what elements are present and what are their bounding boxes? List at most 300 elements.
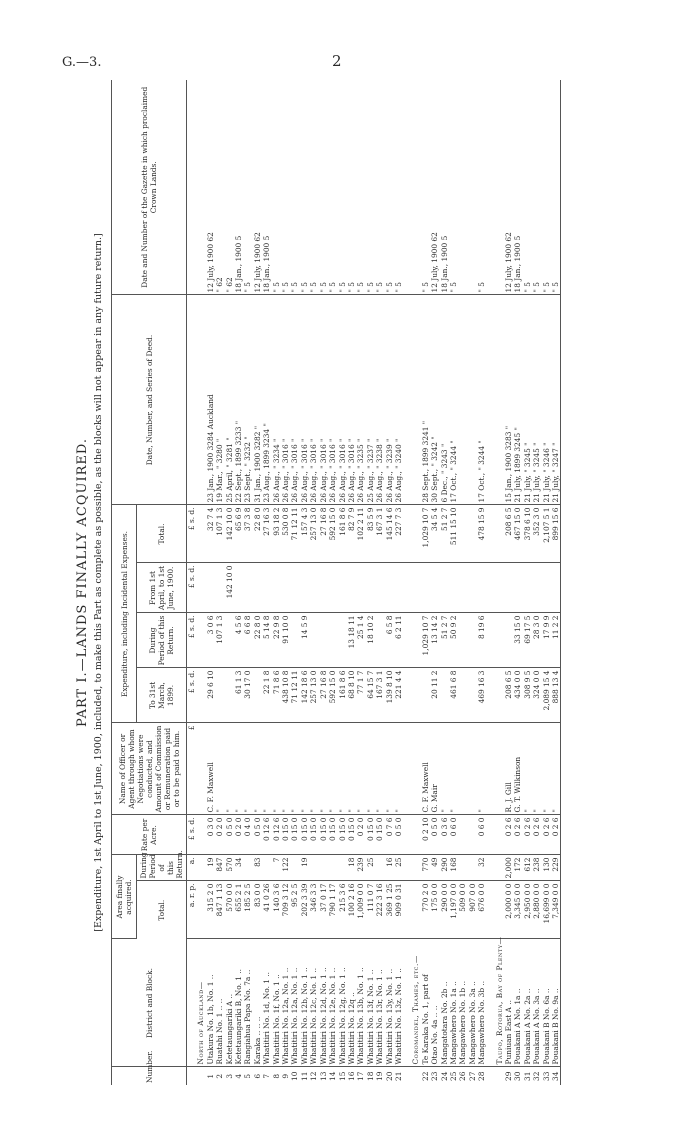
- cell-from: [542, 563, 551, 613]
- table-row: [430, 80, 439, 1085]
- cell-durp: 28 3 0: [532, 613, 541, 668]
- cell-total: 140 3 6: [272, 881, 281, 939]
- cell-deed: 26 Aug., " 3016 ": [300, 295, 309, 505]
- table-row: [215, 80, 224, 1085]
- spacer-cell: [495, 1067, 504, 1085]
- col-gazette: Date and Number of the Gazette in which proclaimed Crown Lands.: [112, 80, 187, 295]
- cell-durp: [375, 613, 384, 668]
- cell-from: [300, 563, 309, 613]
- cell-tot: 34 5 4: [430, 505, 439, 563]
- cell-officer: ": [375, 723, 384, 815]
- cell-from: [394, 563, 403, 613]
- table-row: [319, 80, 328, 1085]
- cell-gaz: " 5: [421, 80, 430, 295]
- cell-total: 2,000 0 0: [504, 881, 513, 939]
- cell-tot: 157 4 3: [300, 505, 309, 563]
- cell-durp: [319, 613, 328, 668]
- spacer-cell: [196, 563, 205, 613]
- cell-tot: [468, 505, 477, 563]
- cell-name: Whatitiri No. 12a, No. 1 ..: [281, 939, 290, 1067]
- cell-name: Utakura No. 1b, No. 1 ..: [206, 939, 215, 1067]
- cell-name: Whatitiri No. 13z, No. 1 ..: [394, 939, 403, 1067]
- spacer-row: [487, 80, 495, 1085]
- cell-total: 7,349 0 0: [551, 881, 561, 939]
- cell-to: 30 17 0: [243, 668, 252, 723]
- cell-deed: 17 Oct., " 3244 ": [449, 295, 458, 505]
- cell-num: 15: [337, 1071, 347, 1081]
- table-row: [440, 80, 449, 1085]
- cell-num: 24: [439, 1071, 449, 1081]
- cell-to: 308 9 5: [523, 668, 532, 723]
- cell-num: 28: [477, 1071, 487, 1081]
- cell-from: [532, 563, 541, 613]
- cell-gaz: " 5: [281, 80, 290, 295]
- cell-num: 25: [448, 1071, 458, 1081]
- cell-num: 27: [467, 1071, 477, 1081]
- cell-num: 13: [318, 1071, 328, 1081]
- cell-deed: 26 Aug., " 3016 ": [281, 295, 290, 505]
- cell-num: 16: [346, 1071, 356, 1081]
- cell-tot: 145 14 6: [385, 505, 394, 563]
- cell-name: Mangawhero No. 1b ..: [458, 939, 467, 1067]
- cell-to: 139 8 10: [385, 668, 394, 723]
- spacer-cell: [411, 815, 420, 855]
- cell-rate: 0 2 0: [356, 815, 365, 855]
- cell-num: 12: [309, 1071, 319, 1081]
- cell-durp: 18 10 2: [366, 613, 375, 668]
- cell-during: [375, 855, 384, 881]
- table-row: [375, 80, 384, 1085]
- cell-during: 130: [542, 855, 551, 881]
- cell-to: 27 16 8: [319, 668, 328, 723]
- cell-to: 167 3 1: [375, 668, 384, 723]
- spacer-cell: [403, 815, 411, 855]
- spacer-cell: [487, 723, 495, 815]
- cell-gaz: " 5: [319, 80, 328, 295]
- cell-officer: ": [551, 723, 561, 815]
- spacer-cell: [403, 295, 411, 505]
- cell-rate: 0 2 6: [532, 815, 541, 855]
- unit-cell: a.: [187, 855, 197, 881]
- cell-to: [421, 668, 430, 723]
- page-number: 2: [332, 52, 342, 70]
- spacer-cell: [196, 613, 205, 668]
- table-row: [243, 80, 252, 1085]
- cell-tot: 227 7 3: [394, 505, 403, 563]
- cell-from: [551, 563, 561, 613]
- cell-tot: 102 2 11: [356, 505, 365, 563]
- cell-name: Mangawhero No. 3a ..: [468, 939, 477, 1067]
- spacer-cell: [487, 295, 495, 505]
- cell-num: 30: [513, 1071, 523, 1081]
- cell-officer: C. F. Maxwell: [206, 723, 215, 815]
- cell-total: 185 2 5: [243, 881, 252, 939]
- cell-officer: [458, 723, 467, 815]
- cell-during: 122: [281, 855, 290, 881]
- cell-deed: 23 Sept., " 3232 ": [243, 295, 252, 505]
- spacer-cell: [403, 881, 411, 939]
- cell-num: 32: [532, 1071, 542, 1081]
- cell-to: 71 8 6: [272, 668, 281, 723]
- cell-num: 22: [420, 1071, 430, 1081]
- cell-durp: [458, 613, 467, 668]
- cell-num: 1: [205, 1073, 215, 1079]
- cell-deed: 26 Aug., " 3234 ": [272, 295, 281, 505]
- cell-during: 7: [272, 855, 281, 881]
- spacer-cell: [403, 1067, 411, 1085]
- cell-durp: [290, 613, 299, 668]
- cell-tot: 478 15 9: [477, 505, 486, 563]
- cell-from: [253, 563, 262, 613]
- section-title: Coromandel, Thames, etc.—: [411, 939, 420, 1067]
- cell-gaz: " 5: [542, 80, 551, 295]
- cell-rate: 0 2 6: [551, 815, 561, 855]
- cell-name: Puniuan East A ..: [504, 939, 513, 1067]
- cell-from: [375, 563, 384, 613]
- cell-deed: 26 Aug., " 3016 ": [347, 295, 356, 505]
- spacer-cell: [487, 505, 495, 563]
- col-number: Number.: [112, 1067, 187, 1085]
- cell-total: 655 2 1: [234, 881, 243, 939]
- cell-during: [468, 855, 477, 881]
- cell-name: Whatitiri No. 13b, No. 1 ..: [356, 939, 365, 1067]
- spacer-cell: [411, 668, 420, 723]
- cell-from: [385, 563, 394, 613]
- cell-durp: [309, 613, 318, 668]
- cell-gaz: " 5: [328, 80, 337, 295]
- cell-rate: [458, 815, 467, 855]
- cell-from: [449, 563, 458, 613]
- cell-durp: 69 17 5: [523, 613, 532, 668]
- cell-durp: 22 8 0: [253, 613, 262, 668]
- cell-tot: 352 3 0: [532, 505, 541, 563]
- cell-name: Mangawhero No. 3b ..: [477, 939, 486, 1067]
- table-row: [347, 80, 356, 1085]
- cell-officer: G. T. Wilkinson: [513, 723, 522, 815]
- spacer-cell: [196, 80, 205, 295]
- cell-durp: 5 14 8: [262, 613, 271, 668]
- cell-rate: 0 2 10: [421, 815, 430, 855]
- cell-during: 168: [449, 855, 458, 881]
- table-row: [421, 80, 430, 1085]
- section-title: Taupo, Rotorua, Bay of Plenty—: [495, 939, 504, 1067]
- cell-total: 222 3 16: [375, 881, 384, 939]
- cell-tot: 107 1 3: [215, 505, 224, 563]
- spacer-cell: [495, 80, 504, 295]
- cell-to: [468, 668, 477, 723]
- cell-num: 20: [384, 1071, 394, 1081]
- cell-gaz: 18 Jan., 1900 5: [440, 80, 449, 295]
- table-row: [477, 80, 486, 1085]
- cell-from: 142 10 0: [225, 563, 234, 613]
- cell-gaz: " 5: [477, 80, 486, 295]
- cell-from: [215, 563, 224, 613]
- cell-deed: 21 July, " 3246 ": [542, 295, 551, 505]
- cell-to: 142 18 6: [300, 668, 309, 723]
- cell-durp: 11 2 2: [551, 613, 561, 668]
- spacer-cell: [487, 939, 495, 1067]
- cell-gaz: " 62: [225, 80, 234, 295]
- cell-rate: 0 2 6: [523, 815, 532, 855]
- cell-deed: [458, 295, 467, 505]
- cell-num: 4: [234, 1073, 244, 1079]
- cell-officer: ": [309, 723, 318, 815]
- spacer-cell: [487, 815, 495, 855]
- cell-name: Ketetaungariki B, No. 1 ..: [234, 939, 243, 1067]
- cell-rate: 0 2 6: [513, 815, 522, 855]
- spacer-cell: [196, 815, 205, 855]
- table-row: [234, 80, 243, 1085]
- cell-during: 25: [366, 855, 375, 881]
- cell-from: [513, 563, 522, 613]
- cell-total: 16,699 0 0: [542, 881, 551, 939]
- cell-num: 11: [299, 1071, 309, 1081]
- cell-to: 61 1 3: [234, 668, 243, 723]
- cell-from: [366, 563, 375, 613]
- cell-durp: 50 9 2: [449, 613, 458, 668]
- cell-deed: 21 July, " 3247 ": [551, 295, 561, 505]
- cell-deed: [468, 295, 477, 505]
- cell-durp: [338, 613, 347, 668]
- cell-from: [440, 563, 449, 613]
- col-exp-to: To 31st March, 1899.: [137, 668, 187, 723]
- cell-num: 8: [271, 1073, 281, 1079]
- col-exp-during: During Period of this Return.: [137, 613, 187, 668]
- cell-from: [272, 563, 281, 613]
- cell-from: [319, 563, 328, 613]
- cell-name: Pouakani A No. 2a ..: [523, 939, 532, 1067]
- cell-deed: 26 Aug., " 3016 ": [338, 295, 347, 505]
- cell-rate: 0 7 6: [385, 815, 394, 855]
- table-row: [366, 80, 375, 1085]
- spacer-cell: [487, 668, 495, 723]
- spacer-cell: [403, 613, 411, 668]
- cell-name: Ruatahi No. 1 .. ..: [215, 939, 224, 1067]
- spacer-cell: [495, 668, 504, 723]
- cell-tot: 378 6 10: [523, 505, 532, 563]
- cell-from: [523, 563, 532, 613]
- cell-name: Whatitiri No. 1d, No. 1 ..: [262, 939, 271, 1067]
- cell-total: 111 0 7: [366, 881, 375, 939]
- cell-during: [458, 855, 467, 881]
- spacer-cell: [495, 881, 504, 939]
- cell-durp: 13 14 2: [430, 613, 439, 668]
- unit-cell: [187, 295, 197, 505]
- table-row: [551, 80, 561, 1085]
- cell-total: 1,197 0 0: [449, 881, 458, 939]
- table-row: [309, 80, 318, 1085]
- spacer-cell: [403, 668, 411, 723]
- spacer-cell: [411, 723, 420, 815]
- cell-gaz: " 5: [290, 80, 299, 295]
- cell-to: [440, 668, 449, 723]
- cell-deed: 21 July, " 3245 ": [532, 295, 541, 505]
- cell-from: [206, 563, 215, 613]
- spacer-cell: [196, 295, 205, 505]
- cell-rate: 0 4 0: [243, 815, 252, 855]
- spacer-cell: [487, 1067, 495, 1085]
- cell-total: 175 0 0: [430, 881, 439, 939]
- cell-tot: 22 8 0: [253, 505, 262, 563]
- cell-rate: 0 5 0: [225, 815, 234, 855]
- cell-name: Whatitiri No. 12b, No. 1 ..: [300, 939, 309, 1067]
- cell-deed: 25 Aug., " 3237 ": [366, 295, 375, 505]
- cell-from: [347, 563, 356, 613]
- table-row: [300, 80, 309, 1085]
- cell-num: 7: [262, 1073, 272, 1079]
- cell-tot: 27 16 3: [262, 505, 271, 563]
- rotated-page-content: [75, 80, 610, 1085]
- cell-during: 25: [394, 855, 403, 881]
- table-row: [532, 80, 541, 1085]
- cell-from: [468, 563, 477, 613]
- cell-from: [338, 563, 347, 613]
- cell-officer: ": [385, 723, 394, 815]
- spacer-cell: [495, 563, 504, 613]
- cell-during: 238: [532, 855, 541, 881]
- spacer-cell: [403, 563, 411, 613]
- cell-to: 469 16 3: [477, 668, 486, 723]
- cell-num: 2: [215, 1073, 225, 1079]
- cell-total: 83 0 0: [253, 881, 262, 939]
- spacer-cell: [196, 668, 205, 723]
- cell-during: [262, 855, 271, 881]
- cell-tot: 71 12 11: [290, 505, 299, 563]
- table-row: [394, 80, 403, 1085]
- cell-num: 3: [224, 1073, 234, 1079]
- cell-deed: 26 Aug., " 3239 ": [385, 295, 394, 505]
- cell-gaz: " 5: [243, 80, 252, 295]
- spacer-cell: [196, 881, 205, 939]
- cell-total: 907 0 0: [468, 881, 477, 939]
- cell-name: Whatitiri No. 12g, No. 1 ..: [338, 939, 347, 1067]
- cell-rate: 0 15 0: [309, 815, 318, 855]
- cell-during: 16: [385, 855, 394, 881]
- cell-from: [290, 563, 299, 613]
- cell-rate: 0 5 0: [394, 815, 403, 855]
- spacer-cell: [411, 505, 420, 563]
- cell-gaz: " 5: [449, 80, 458, 295]
- cell-during: 34: [234, 855, 243, 881]
- cell-officer: ": [290, 723, 299, 815]
- cell-rate: 0 2 6: [504, 815, 513, 855]
- cell-during: [319, 855, 328, 881]
- cell-deed: 26 Aug., " 3235 ": [356, 295, 365, 505]
- section-header-row: [411, 80, 420, 1085]
- cell-total: 215 3 6: [338, 881, 347, 939]
- cell-rate: 0 6 0: [477, 815, 486, 855]
- unit-cell: £ s. d.: [187, 613, 197, 668]
- cell-name: Pouakani A No. 1a ..: [513, 939, 522, 1067]
- cell-gaz: [468, 80, 477, 295]
- cell-officer: ": [356, 723, 365, 815]
- table-row: [328, 80, 337, 1085]
- cell-durp: 22 9 8: [272, 613, 281, 668]
- cell-durp: 6 2 11: [394, 613, 403, 668]
- cell-num: 5: [243, 1073, 253, 1079]
- cell-deed: 23 Aug., 1899 3234 ": [262, 295, 271, 505]
- cell-to: 161 8 6: [338, 668, 347, 723]
- spacer-cell: [487, 613, 495, 668]
- unit-cell: [187, 1067, 197, 1085]
- spacer-cell: [403, 855, 411, 881]
- cell-tot: 51 2 7: [440, 505, 449, 563]
- document-code: G.—3.: [62, 55, 102, 70]
- cell-from: [309, 563, 318, 613]
- cell-during: 239: [356, 855, 365, 881]
- cell-total: 369 1 25: [385, 881, 394, 939]
- table-row: [356, 80, 365, 1085]
- cell-officer: ": [300, 723, 309, 815]
- cell-to: 434 0 0: [513, 668, 522, 723]
- cell-deed: 26 Aug., " 3016 ": [309, 295, 318, 505]
- cell-total: 346 3 3: [309, 881, 318, 939]
- table-row: [225, 80, 234, 1085]
- cell-officer: ": [523, 723, 532, 815]
- cell-gaz: " 5: [532, 80, 541, 295]
- cell-num: 29: [504, 1071, 513, 1081]
- part-subtitle: [Expenditure, 1st April to 1st June, 1900, included, to make this Part as complete as possible, as the blocks will not appear in any future return.]: [93, 233, 104, 932]
- cell-during: 19: [300, 855, 309, 881]
- cell-num: 17: [356, 1071, 366, 1081]
- cell-gaz: " 5: [309, 80, 318, 295]
- section-title: North of Auckland—: [196, 939, 205, 1067]
- cell-to: 438 10 8: [281, 668, 290, 723]
- spacer-cell: [411, 80, 420, 295]
- cell-name: Whatitiri No. 13y, No. 1 ..: [385, 939, 394, 1067]
- cell-to: [458, 668, 467, 723]
- cell-to: 22 1 8: [262, 668, 271, 723]
- cell-officer: ": [440, 723, 449, 815]
- spacer-cell: [411, 1067, 420, 1085]
- cell-to: 221 4 4: [394, 668, 403, 723]
- cell-tot: 37 3 8: [243, 505, 252, 563]
- cell-rate: 0 5 0: [253, 815, 262, 855]
- cell-durp: 51 2 7: [440, 613, 449, 668]
- cell-officer: ": [253, 723, 262, 815]
- cell-from: [458, 563, 467, 613]
- cell-durp: 25 1 4: [356, 613, 365, 668]
- cell-num: 26: [458, 1071, 468, 1081]
- spacer-cell: [495, 815, 504, 855]
- cell-officer: C. F. Maxwell: [421, 723, 430, 815]
- table-row: [523, 80, 532, 1085]
- cell-tot: 142 10 0: [225, 505, 234, 563]
- cell-to: 71 12 11: [290, 668, 299, 723]
- cell-durp: 6 6 8: [243, 613, 252, 668]
- cell-officer: R. J. Gill: [504, 723, 513, 815]
- cell-deed: 26 Aug., " 3238 ": [375, 295, 384, 505]
- cell-num: 9: [281, 1073, 291, 1079]
- cell-rate: 0 6 0: [449, 815, 458, 855]
- cell-officer: ": [532, 723, 541, 815]
- cell-tot: 27 16 8: [319, 505, 328, 563]
- cell-to: [253, 668, 262, 723]
- cell-tot: 161 8 6: [338, 505, 347, 563]
- cell-durp: 107 1 3: [215, 613, 224, 668]
- cell-total: 100 2 16: [347, 881, 356, 939]
- cell-gaz: 12 July, 1900 62: [206, 80, 215, 295]
- col-district: District and Block.: [112, 939, 187, 1067]
- cell-officer: ": [477, 723, 486, 815]
- unit-cell: £: [187, 723, 197, 815]
- spacer-cell: [196, 1067, 205, 1085]
- spacer-cell: [403, 505, 411, 563]
- table-row: [281, 80, 290, 1085]
- cell-durp: [225, 613, 234, 668]
- cell-during: 847: [215, 855, 224, 881]
- cell-rate: 0 15 0: [290, 815, 299, 855]
